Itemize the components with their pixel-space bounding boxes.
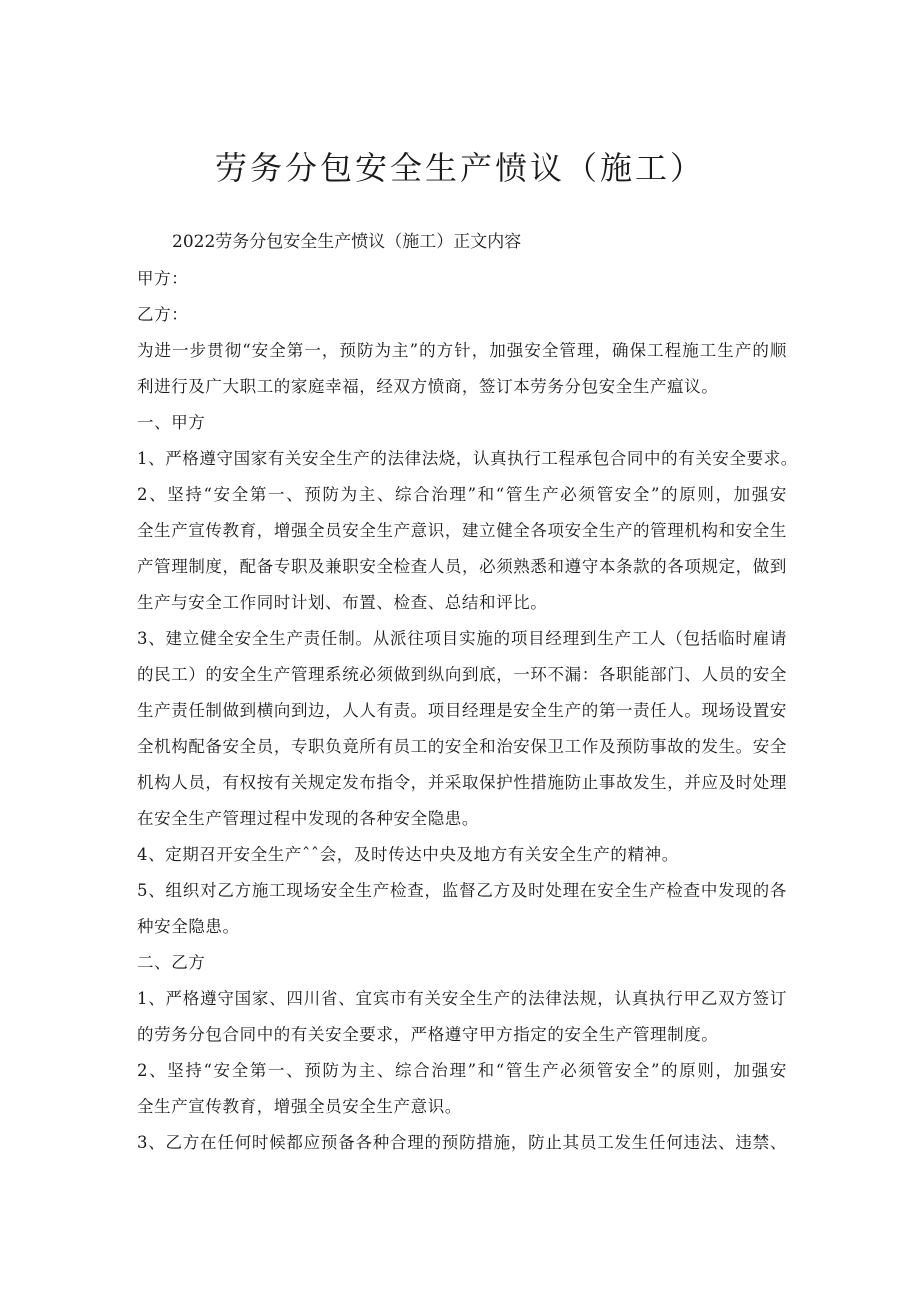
body-line: 2、坚持“安全第一、预防为主、综合治理”和“管生产必须管安全”的原则，加强安	[137, 485, 787, 504]
body-line: 全生产宣传教育，增强全员安全生产意识。	[137, 1097, 462, 1116]
body-line: 一、甲方	[137, 413, 206, 432]
body-line: 1、严格遵守国家、四川省、宜宾市有关安全生产的法律法规，认真执行甲乙双方签订	[137, 989, 787, 1008]
document-subtitle: 2022劳务分包安全生产愤议（施工）正文内容	[172, 232, 522, 252]
body-line: 为进一步贯彻“安全第一，预防为主”的方针，加强安全管理，确保工程施工生产的顺	[137, 341, 787, 360]
body-line: 生产责任制做到横向到边，人人有责。项目经理是安全生产的第一责任人。现场设置安	[137, 701, 787, 720]
body-line: 3、建立健全安全生产责任制。从派往项目实施的项目经理到生产工人（包括临时雇请	[137, 629, 787, 648]
body-line: 生产与安全工作同时计划、布置、检查、总结和评比。	[137, 593, 548, 612]
body-line: 2、坚持“安全第一、预防为主、综合治理”和“管生产必须管安全”的原则，加强安	[137, 1061, 787, 1080]
body-line: 的民工）的安全生产管理系统必须做到纵向到底，一环不漏：各职能部门、人员的安全	[137, 665, 787, 684]
body-line: 二、乙方	[137, 953, 206, 972]
body-line: 3、乙方在任何时候都应预备各种合理的预防措施，防止其员工发生任何违法、违禁、	[137, 1133, 787, 1152]
body-line: 乙方：	[137, 305, 189, 324]
body-line: 在安全生产管理过程中发现的各种安全隐患。	[137, 809, 479, 828]
body-line: 利进行及广大职工的家庭幸福，经双方愤商，签订本劳务分包安全生产瘟议。	[137, 377, 719, 396]
document-body	[137, 261, 798, 1161]
body-line: 5、组织对乙方施工现场安全生产检查，监督乙方及时处理在安全生产检查中发现的各	[137, 881, 787, 900]
body-line: 的劳务分包合同中的有关安全要求，严格遵守甲方指定的安全生产管理制度。	[137, 1025, 719, 1044]
body-line: 全机构配备安全员，专职负竟所有员工的安全和治安保卫工作及预防事故的发生。安全	[137, 737, 787, 756]
body-line: 甲方：	[137, 269, 189, 288]
body-line: 4、定期召开安全生产ˆˆ会，及时传达中央及地方有关安全生产的精神。	[137, 845, 679, 864]
body-line: 全生产宣传教育，增强全员安全生产意识，建立健全各项安全生产的管理机构和安全生	[137, 521, 787, 540]
body-line: 种安全隐患。	[137, 917, 240, 936]
document-title: 劳务分包安全生产愤议（施工）	[214, 149, 705, 187]
body-line: 机构人员，有权按有关规定发布指令，并采取保护性措施防止事故发生，并应及时处理	[137, 773, 787, 792]
body-line: 产管理制度，配备专职及兼职安全检查人员，必须熟悉和遵守本条款的各项规定，做到	[137, 557, 787, 576]
body-line: 1、严格遵守国家有关安全生产的法律法烧，认真执行工程承包合同中的有关安全要求。	[137, 449, 798, 468]
